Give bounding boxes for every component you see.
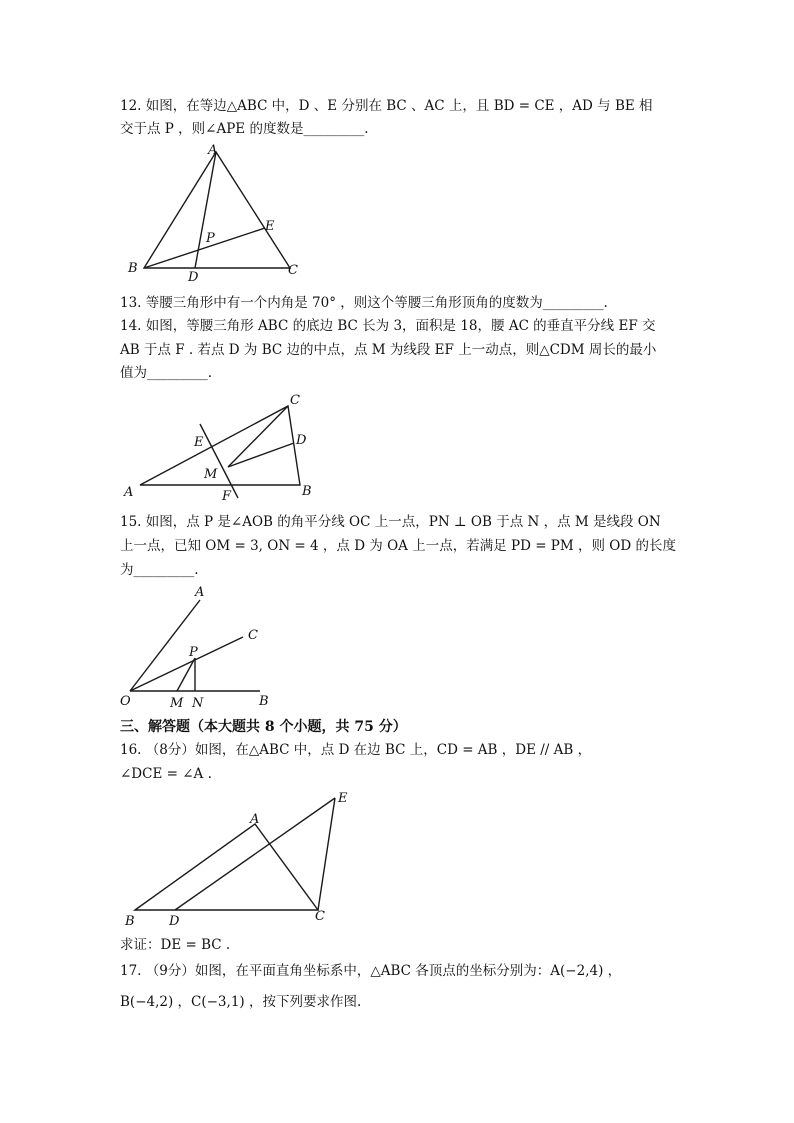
q14-label-e: E — [194, 435, 204, 450]
q12-triangle-abc — [144, 152, 290, 268]
q16-text-line-2: ∠DCE = ∠A . — [120, 766, 212, 782]
q16-figure — [120, 790, 360, 935]
q14-label-m: M — [204, 467, 218, 482]
q14-label-d: D — [296, 433, 307, 448]
q17-text-line-1: 17. （9分）如图，在平面直角坐标系中，△ABC 各顶点的坐标分别为：A(−2,4) ， — [120, 963, 622, 979]
q12-label-c: C — [288, 263, 298, 278]
q15-label-b: B — [259, 694, 269, 709]
q14-text-line-3: 值为_________. — [120, 365, 213, 381]
q15-text-line-2: 上一点，已知 OM = 3, ON = 4 ，点 D 为 OA 上一点，若满足 PD = PM ，则 OD 的长度 — [120, 538, 676, 554]
q12-label-a: A — [208, 143, 218, 158]
q14-segment-dm — [228, 443, 294, 467]
q14-label-a: A — [124, 485, 134, 500]
q16-label-b: B — [125, 914, 135, 929]
q16-segment-ce — [318, 798, 335, 910]
q15-figure — [115, 584, 295, 714]
q15-text-line-1: 15. 如图，点 P 是∠AOB 的角平分线 OC 上一点，PN ⊥ OB 于点 N ，点 M 是线段 ON — [120, 514, 661, 530]
q15-text-line-3: 为_________. — [120, 562, 199, 578]
q15-label-n: N — [192, 696, 204, 711]
q16-label-d: D — [169, 914, 180, 929]
q15-label-m: M — [170, 696, 184, 711]
q12-label-e: E — [265, 219, 275, 234]
q12-label-d: D — [188, 270, 199, 282]
q16-label-e: E — [338, 791, 348, 806]
q12-segment-be — [144, 228, 265, 268]
q16-text-line-1: 16. （8分）如图，在△ABC 中，点 D 在边 BC 上，CD = AB ，DE // AB ， — [120, 742, 592, 758]
q16-proof-statement: 求证：DE = BC . — [120, 937, 231, 953]
q14-label-c: C — [290, 393, 300, 408]
q15-label-o: O — [120, 694, 131, 709]
q14-figure — [120, 388, 340, 506]
q14-label-f: F — [222, 489, 232, 504]
q15-label-a: A — [195, 585, 205, 600]
q12-label-p: P — [206, 231, 215, 246]
q15-label-p: P — [189, 645, 198, 660]
section-3-heading: 三、解答题（本大题共 8 个小题，共 75 分） — [120, 719, 407, 735]
q16-triangle-abc — [135, 824, 318, 910]
q16-label-c: C — [315, 909, 325, 924]
q15-segment-pm — [177, 658, 195, 691]
q15-ray-oc — [130, 637, 243, 691]
q14-text-line-2: AB 于点 F . 若点 D 为 BC 边的中点，点 M 为线段 EF 上一动点，则△CDM 周长的最小 — [120, 342, 657, 358]
q12-label-b: B — [128, 261, 138, 276]
q15-label-c: C — [248, 628, 258, 643]
q12-figure — [120, 142, 320, 282]
q12-text-line-1: 12. 如图，在等边△ABC 中，D 、E 分别在 BC 、AC 上，且 BD = CE ，AD 与 BE 相 — [120, 98, 653, 114]
q16-label-a: A — [250, 812, 260, 827]
q12-text-line-2: 交于点 P ，则∠APE 的度数是_________. — [120, 121, 369, 137]
q14-label-b: B — [302, 484, 312, 499]
q14-segment-cm — [228, 406, 288, 467]
q14-text-line-1: 14. 如图，等腰三角形 ABC 的底边 BC 长为 3，面积是 18，腰 AC 的垂直平分线 EF 交 — [120, 318, 656, 334]
q13-text-line-1: 13. 等腰三角形中有一个内角是 70° ，则这个等腰三角形顶角的度数为_________. — [120, 295, 608, 311]
q17-text-line-2: B(−4,2) ，C(−3,1) ，按下列要求作图. — [120, 994, 362, 1010]
